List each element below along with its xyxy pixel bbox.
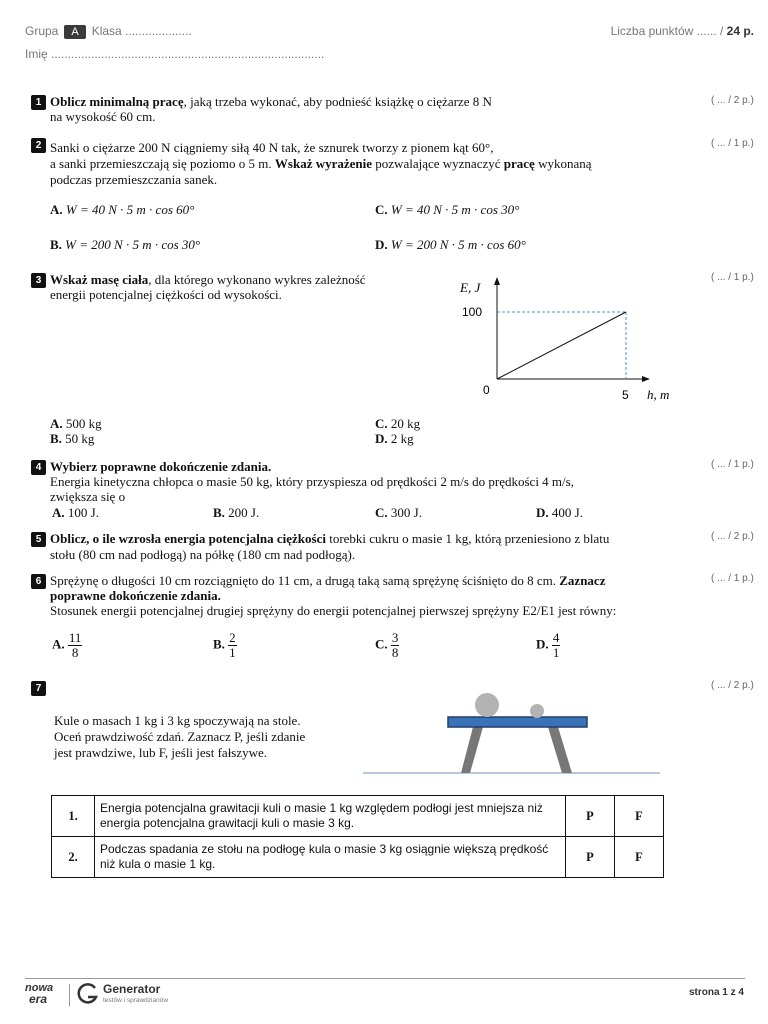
group-field <box>25 24 192 39</box>
generator-logo <box>103 983 168 1007</box>
q6-a-fraction <box>68 631 83 660</box>
question-number-6 <box>31 572 46 589</box>
q6-b-letter: B. <box>213 636 225 652</box>
ball-3kg <box>475 693 499 717</box>
q3-d-text: 2 kg <box>390 431 414 446</box>
q4-answer-c[interactable] <box>375 505 422 521</box>
q2-text1: Sanki o ciężarze 200 N ciągniemy siłą 40 N tak, że sznurek tworzy z pionem kąt 60°, <box>50 140 494 155</box>
q2-text3: podczas przemieszczania sanek. <box>50 172 218 187</box>
q4-answer-b[interactable] <box>213 505 259 521</box>
q7-text1: Kule o masach 1 kg i 3 kg spoczywają na stole. <box>54 713 301 728</box>
q6-answer-b[interactable] <box>213 631 237 660</box>
ball-1kg <box>530 704 544 718</box>
q2-b-letter: B. <box>50 237 62 252</box>
q1-points: ( ... / 2 p.) <box>711 95 754 106</box>
q3-d-letter: D. <box>375 431 388 446</box>
origin-label: 0 <box>483 383 490 397</box>
q4-badge: 4 <box>31 460 46 475</box>
q3-answer-b[interactable] <box>50 431 94 447</box>
q2-b-text: W = 200 N · 5 m · cos 30° <box>65 237 201 252</box>
q3-answer-d[interactable] <box>375 431 414 447</box>
q3-badge: 3 <box>31 273 46 288</box>
x-tick-label: 5 <box>622 388 629 402</box>
q6-d-fraction <box>552 631 561 660</box>
q6-answer-a[interactable] <box>52 631 82 660</box>
page-number: strona 1 z 4 <box>688 987 744 998</box>
q6-c-letter: C. <box>375 636 388 652</box>
question-number-2 <box>31 136 46 153</box>
logo-nowa: nowa <box>25 982 54 994</box>
q6-d-num: 4 <box>552 630 560 645</box>
q6-answer-c[interactable] <box>375 631 399 660</box>
table-row <box>52 796 664 837</box>
question-2-text <box>50 140 690 188</box>
generator-title: Generator <box>103 982 161 996</box>
q2-a-letter: A. <box>50 202 63 217</box>
q2-answer-b[interactable] <box>50 237 200 253</box>
q3-a-text: 500 kg <box>65 416 102 431</box>
x-axis-label: h, m <box>647 387 670 402</box>
q6-b-den: 1 <box>229 645 236 660</box>
q2-c-letter: C. <box>375 202 388 217</box>
question-6-text <box>50 573 700 618</box>
q5-bold: Oblicz, o ile wzrosła energia potencjalna ciężkości <box>50 531 326 546</box>
q2-answer-d[interactable] <box>375 237 526 253</box>
q2-d-letter: D. <box>375 237 388 252</box>
true-false-table <box>51 795 664 878</box>
q2-points: ( ... / 1 p.) <box>711 138 754 149</box>
table-row <box>52 837 664 878</box>
question-number-4 <box>31 458 46 475</box>
points-label: Liczba punktów ...... / <box>610 24 724 38</box>
statement-text: Podczas spadania ze stołu na podłogę kula o masie 3 kg osiągnie większą prędkość niż kula o masie 1 kg. <box>95 837 566 878</box>
q4-b-text: 200 J. <box>228 505 260 520</box>
q5-text2: stołu (80 cm nad podłogą) na półkę (180 cm nad podłogą). <box>50 547 356 562</box>
group-label: Grupa <box>25 24 59 38</box>
group-badge: A <box>64 25 85 39</box>
generator-g-icon <box>77 983 99 1005</box>
question-7-text <box>54 713 354 761</box>
q3-text1: , dla którego wykonano wykres zależność <box>148 272 366 287</box>
q3-answer-a[interactable] <box>50 416 102 432</box>
q3-c-text: 20 kg <box>390 416 421 431</box>
q2-answer-a[interactable] <box>50 202 194 218</box>
q5-text1: torebki cukru o masie 1 kg, którą przeniesiono z blatu <box>329 531 610 546</box>
q6-d-letter: D. <box>536 636 549 652</box>
q6-answer-d[interactable] <box>536 631 560 660</box>
y-axis-label: E, J <box>460 280 481 295</box>
footer-divider <box>25 978 745 979</box>
q6-bold2: poprawne dokończenie zdania. <box>50 588 221 603</box>
true-option[interactable]: P <box>566 837 615 878</box>
question-4-text <box>50 459 700 504</box>
points-total-value: 24 p. <box>726 24 754 38</box>
q2-text2a: a sanki przemieszczają się poziomo o 5 m. <box>50 156 272 171</box>
q1-badge: 1 <box>31 95 46 110</box>
q2-d-text: W = 200 N · 5 m · cos 60° <box>390 237 526 252</box>
q6-b-fraction <box>228 631 237 660</box>
q6-badge: 6 <box>31 574 46 589</box>
statement-text: Energia potencjalna grawitacji kuli o masie 1 kg względem podłogi jest mniejsza niż energia potencjalna grawitacji kuli o masie 3 kg. <box>95 796 566 837</box>
q4-c-text: 300 J. <box>390 505 422 520</box>
q6-b-num: 2 <box>229 630 236 645</box>
q4-d-letter: D. <box>536 505 549 520</box>
y-tick-label: 100 <box>462 305 483 319</box>
generator-subtitle: testów i sprawdzianów <box>103 997 169 1004</box>
x-axis-arrow <box>642 376 650 382</box>
q7-badge: 7 <box>31 681 46 696</box>
q3-b-letter: B. <box>50 431 62 446</box>
q4-d-text: 400 J. <box>551 505 583 520</box>
table-leg-left <box>461 727 483 773</box>
energy-line <box>497 312 626 379</box>
q3-a-letter: A. <box>50 416 63 431</box>
logo-separator <box>69 984 70 1006</box>
q2-a-text: W = 40 N · 5 m · cos 60° <box>65 202 195 217</box>
nowa-era-logo <box>25 983 65 1005</box>
true-option[interactable]: P <box>566 796 615 837</box>
false-option[interactable]: F <box>615 796 664 837</box>
q4-text1: Energia kinetyczna chłopca o masie 50 kg, który przyspiesza od prędkości 2 m/s do prędkości 4 m/s, <box>50 474 574 489</box>
q4-bold: Wybierz poprawne dokończenie zdania. <box>50 459 272 474</box>
table-top <box>448 717 587 727</box>
q3-answer-c[interactable] <box>375 416 420 432</box>
q3-bold: Wskaż masę ciała <box>50 272 149 287</box>
q2-bold2: pracę <box>503 156 535 171</box>
question-number-5 <box>31 530 46 547</box>
question-number-1 <box>31 93 46 110</box>
q1-text1: , jaką trzeba wykonać, aby podnieść książkę o ciężarze 8 N <box>183 94 492 109</box>
q5-badge: 5 <box>31 532 46 547</box>
q4-b-letter: B. <box>213 505 225 520</box>
q2-text2b: pozwalające wyznaczyć <box>375 156 501 171</box>
q6-text3: Stosunek energii potencjalnej drugiej sprężyny do energii potencjalnej pierwszej sprężyny E2/E1 jest równy: <box>50 603 617 618</box>
q6-a-letter: A. <box>52 636 65 652</box>
q4-points: ( ... / 1 p.) <box>711 459 754 470</box>
q6-a-den: 8 <box>71 645 79 660</box>
q5-points: ( ... / 2 p.) <box>711 531 754 542</box>
q4-answer-d[interactable] <box>536 505 583 521</box>
points-total <box>611 24 754 38</box>
q6-text1: Sprężynę o długości 10 cm rozciągnięto do 11 cm, a drugą taką samą sprężynę ściśnięto do 8 cm. <box>50 573 557 588</box>
q1-bold: Oblicz minimalną pracę <box>50 94 184 109</box>
q2-bold1: Wskaż wyrażenie <box>274 156 373 171</box>
q2-c-text: W = 40 N · 5 m · cos 30° <box>390 202 520 217</box>
q1-text2: na wysokość 60 cm. <box>50 109 156 124</box>
q3-b-text: 50 kg <box>65 431 95 446</box>
q4-c-letter: C. <box>375 505 388 520</box>
question-1-text <box>50 94 650 124</box>
class-field[interactable]: Klasa .................... <box>91 24 192 38</box>
table-leg-right <box>548 727 572 773</box>
y-axis-arrow <box>494 277 500 285</box>
q6-c-den: 8 <box>391 645 399 660</box>
q3-text2: energii potencjalnej ciężkości od wysokości. <box>50 287 282 302</box>
question-5-text <box>50 531 700 563</box>
q6-points: ( ... / 1 p.) <box>711 573 754 584</box>
false-option[interactable]: F <box>615 837 664 878</box>
q6-bold1: Zaznacz <box>559 573 606 588</box>
logo-era: era <box>29 992 48 1006</box>
q2-text2c: wykonaną <box>538 156 592 171</box>
question-3-text <box>50 272 430 302</box>
q2-badge: 2 <box>31 138 46 153</box>
row-number: 2. <box>52 837 95 878</box>
q6-c-fraction <box>391 631 400 660</box>
q6-a-num: 11 <box>68 630 82 645</box>
q2-answer-c[interactable] <box>375 202 519 218</box>
question-number-7 <box>31 679 46 696</box>
q7-text3: jest prawdziwe, lub F, jeśli jest fałszywe. <box>54 745 268 760</box>
energy-height-graph <box>450 272 690 407</box>
q4-a-letter: A. <box>52 505 65 520</box>
q7-points: ( ... / 2 p.) <box>711 680 754 691</box>
q4-answer-a[interactable] <box>52 505 99 521</box>
q3-points: ( ... / 1 p.) <box>711 272 754 283</box>
name-field[interactable]: Imię .................................................................................. <box>25 47 325 61</box>
q7-text2: Oceń prawdziwość zdań. Zaznacz P, jeśli zdanie <box>54 729 306 744</box>
q3-c-letter: C. <box>375 416 388 431</box>
question-number-3 <box>31 271 46 288</box>
q4-a-text: 100 J. <box>67 505 99 520</box>
q4-text2: zwiększa się o <box>50 489 126 504</box>
q6-c-num: 3 <box>391 630 399 645</box>
row-number: 1. <box>52 796 95 837</box>
table-with-balls-illustration <box>360 685 665 780</box>
q6-d-den: 1 <box>552 645 560 660</box>
